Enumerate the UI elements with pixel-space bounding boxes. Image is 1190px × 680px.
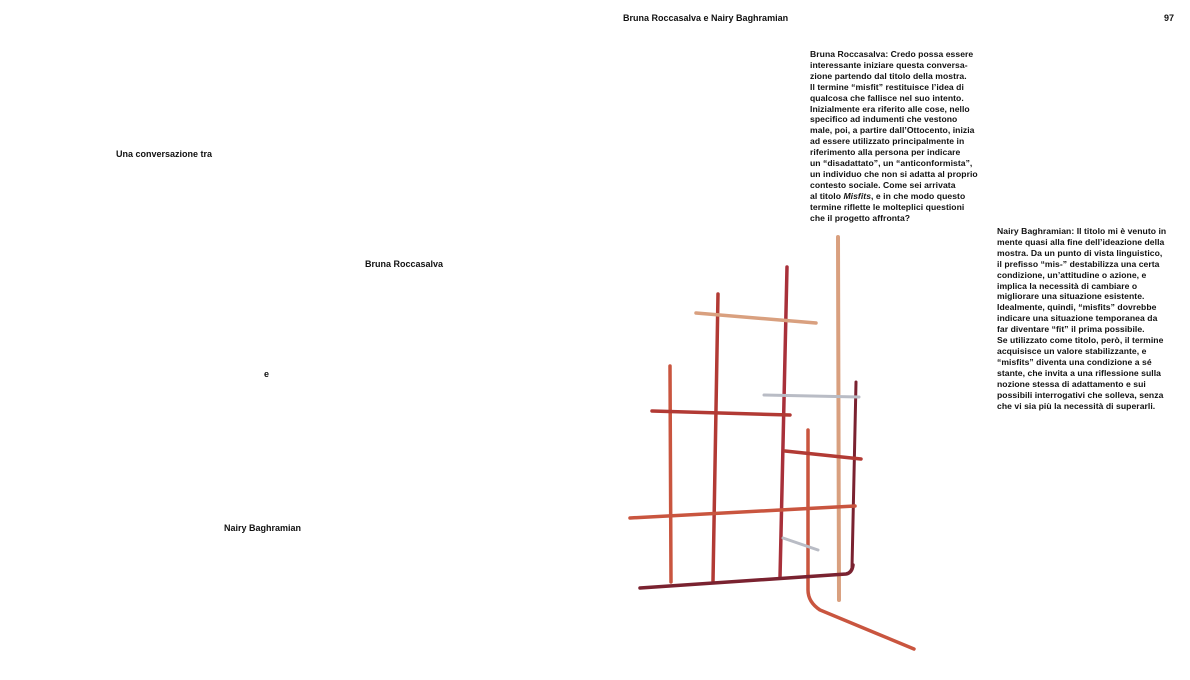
- intro-text: Una conversazione tra: [116, 149, 213, 159]
- rod-dark-vertical-right: [852, 382, 856, 568]
- question-text-1: Bruna Roccasalva: Credo possa essere interessante iniziare questa conversa- zione partendo dal titolo della mostra. Il termine “misfit” restituisce l’idea di qualcosa che fallisce nel suo intento. Inizialmente era riferito alle cose, nello specifico ad indumenti che vestono male, poi, a partire dall’Ottocento, inizia ad essere utilizzato principalmente in riferimento alla persona per indicare un “disadattato”, un “anticonformista”, un individuo che non si adatta al proprio contesto sociale. Come sei arrivata al titolo: [810, 49, 978, 201]
- rod-red-horizontal-2: [785, 451, 861, 459]
- author-name-2: Nairy Baghramian: [224, 523, 302, 533]
- rod-red-vertical-left: [670, 366, 671, 582]
- question-text-2: , e in che modo questo termine riflette le molteplici questioni che il progetto affronta?: [810, 190, 966, 223]
- title-emphasis: Misfits: [843, 190, 872, 201]
- rod-coral-horizontal: [630, 506, 855, 518]
- rod-peach-vertical: [838, 237, 839, 600]
- interview-answer: Nairy Baghramian: Il titolo mi è venuto in mente quasi alla fine dell’ideazione della mostra. Da un punto di vista linguistico, il prefisso “mis-” destabilizza una certa condizione, un’attitudine o azione, e implica la necessità di cambiare o migliorare una situazione esistente. Idealmente, quindi, “misfits” dovrebbe indicare una situazione temporanea da far diventare “fit” il prima possibile. Se utilizzato come titolo, però, il termine acquisisce un valore stabilizzante, e “misfits” diventa una condizione a sé stante, che invita a una riflessione sulla nozione stessa di adattamento e sui possibili interrogativi che solleva, senza che vi sia più la necessità di superarli.: [997, 226, 1167, 411]
- rod-grey-short: [783, 538, 818, 550]
- rod-bent: [808, 430, 914, 649]
- rod-red-vertical-3: [780, 267, 787, 578]
- rod-red-horizontal-1: [652, 411, 790, 415]
- conjunction: e: [264, 369, 270, 379]
- page-number: 97: [1164, 13, 1175, 23]
- rod-grey-horizontal: [764, 395, 859, 397]
- interview-question: [810, 49, 990, 224]
- author-name-1: Bruna Roccasalva: [365, 259, 444, 269]
- rod-peach-horizontal: [696, 313, 816, 323]
- sculpture-image: [620, 230, 930, 660]
- running-head: Bruna Roccasalva e Nairy Baghramian: [623, 13, 789, 23]
- rod-red-vertical-2: [713, 294, 718, 581]
